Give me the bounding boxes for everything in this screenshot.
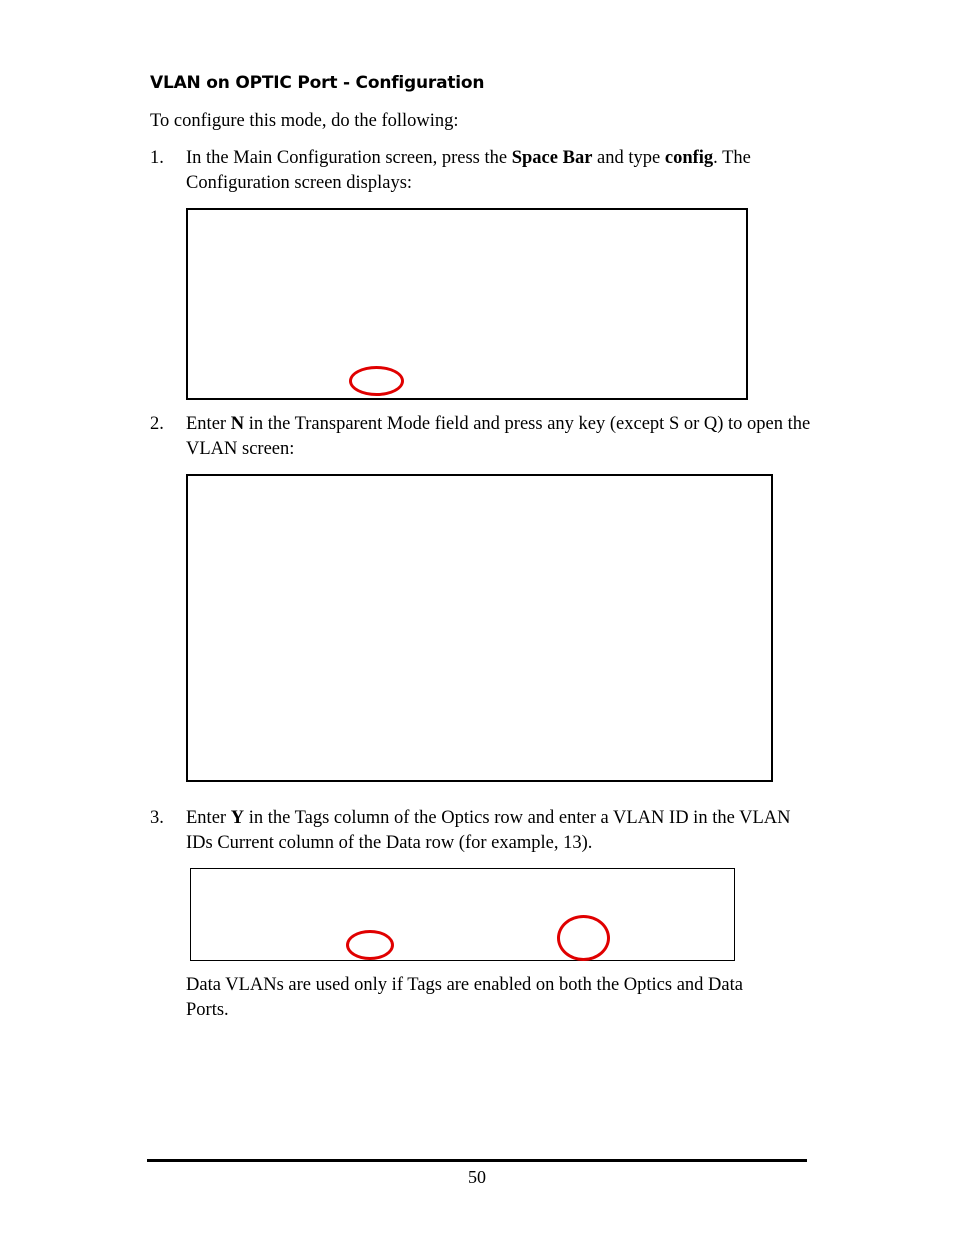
intro-text: To configure this mode, do the following: [150, 111, 459, 131]
bold-term: N [230, 414, 245, 434]
highlight-circle [349, 366, 404, 396]
vlan-example-screen-image [190, 868, 735, 961]
note-text: Data VLANs are used only if Tags are enabled on both the Optics and Data Ports. [186, 975, 743, 1020]
step-text-run: in the Tags column of the Optics row and enter a VLAN ID in the VLAN IDs Current column of the Data row (for example, 13). [186, 808, 791, 853]
bold-term: Space Bar [511, 148, 593, 168]
step-text-run: Enter [186, 808, 231, 828]
vlan-screen-image [186, 474, 773, 782]
step-text-run: . The Configuration screen displays: [186, 148, 751, 193]
step-text-run: In the Main Configuration screen, press the [186, 148, 512, 168]
page-number: 50 [468, 1167, 486, 1187]
section-heading: VLAN on OPTIC Port - Configuration [150, 73, 485, 93]
step-1-number: 1. [150, 148, 164, 168]
step-2-number: 2. [150, 414, 164, 434]
bold-term: config [664, 148, 714, 168]
highlight-circle-tags [346, 930, 394, 960]
step-text-run: and type [592, 148, 665, 168]
footer-rule [147, 1159, 807, 1162]
step-2-text [186, 412, 811, 462]
step-text-run: Enter [186, 414, 231, 434]
step-1-text [186, 146, 811, 196]
step-3-text [186, 806, 811, 856]
configuration-screen-image [186, 208, 748, 400]
step-text-run: in the Transparent Mode field and press any key (except S or Q) to open the VLAN screen: [186, 414, 811, 459]
highlight-circle-vlan-id [557, 915, 610, 961]
step-3-number: 3. [150, 808, 164, 828]
bold-term: Y [230, 808, 245, 828]
